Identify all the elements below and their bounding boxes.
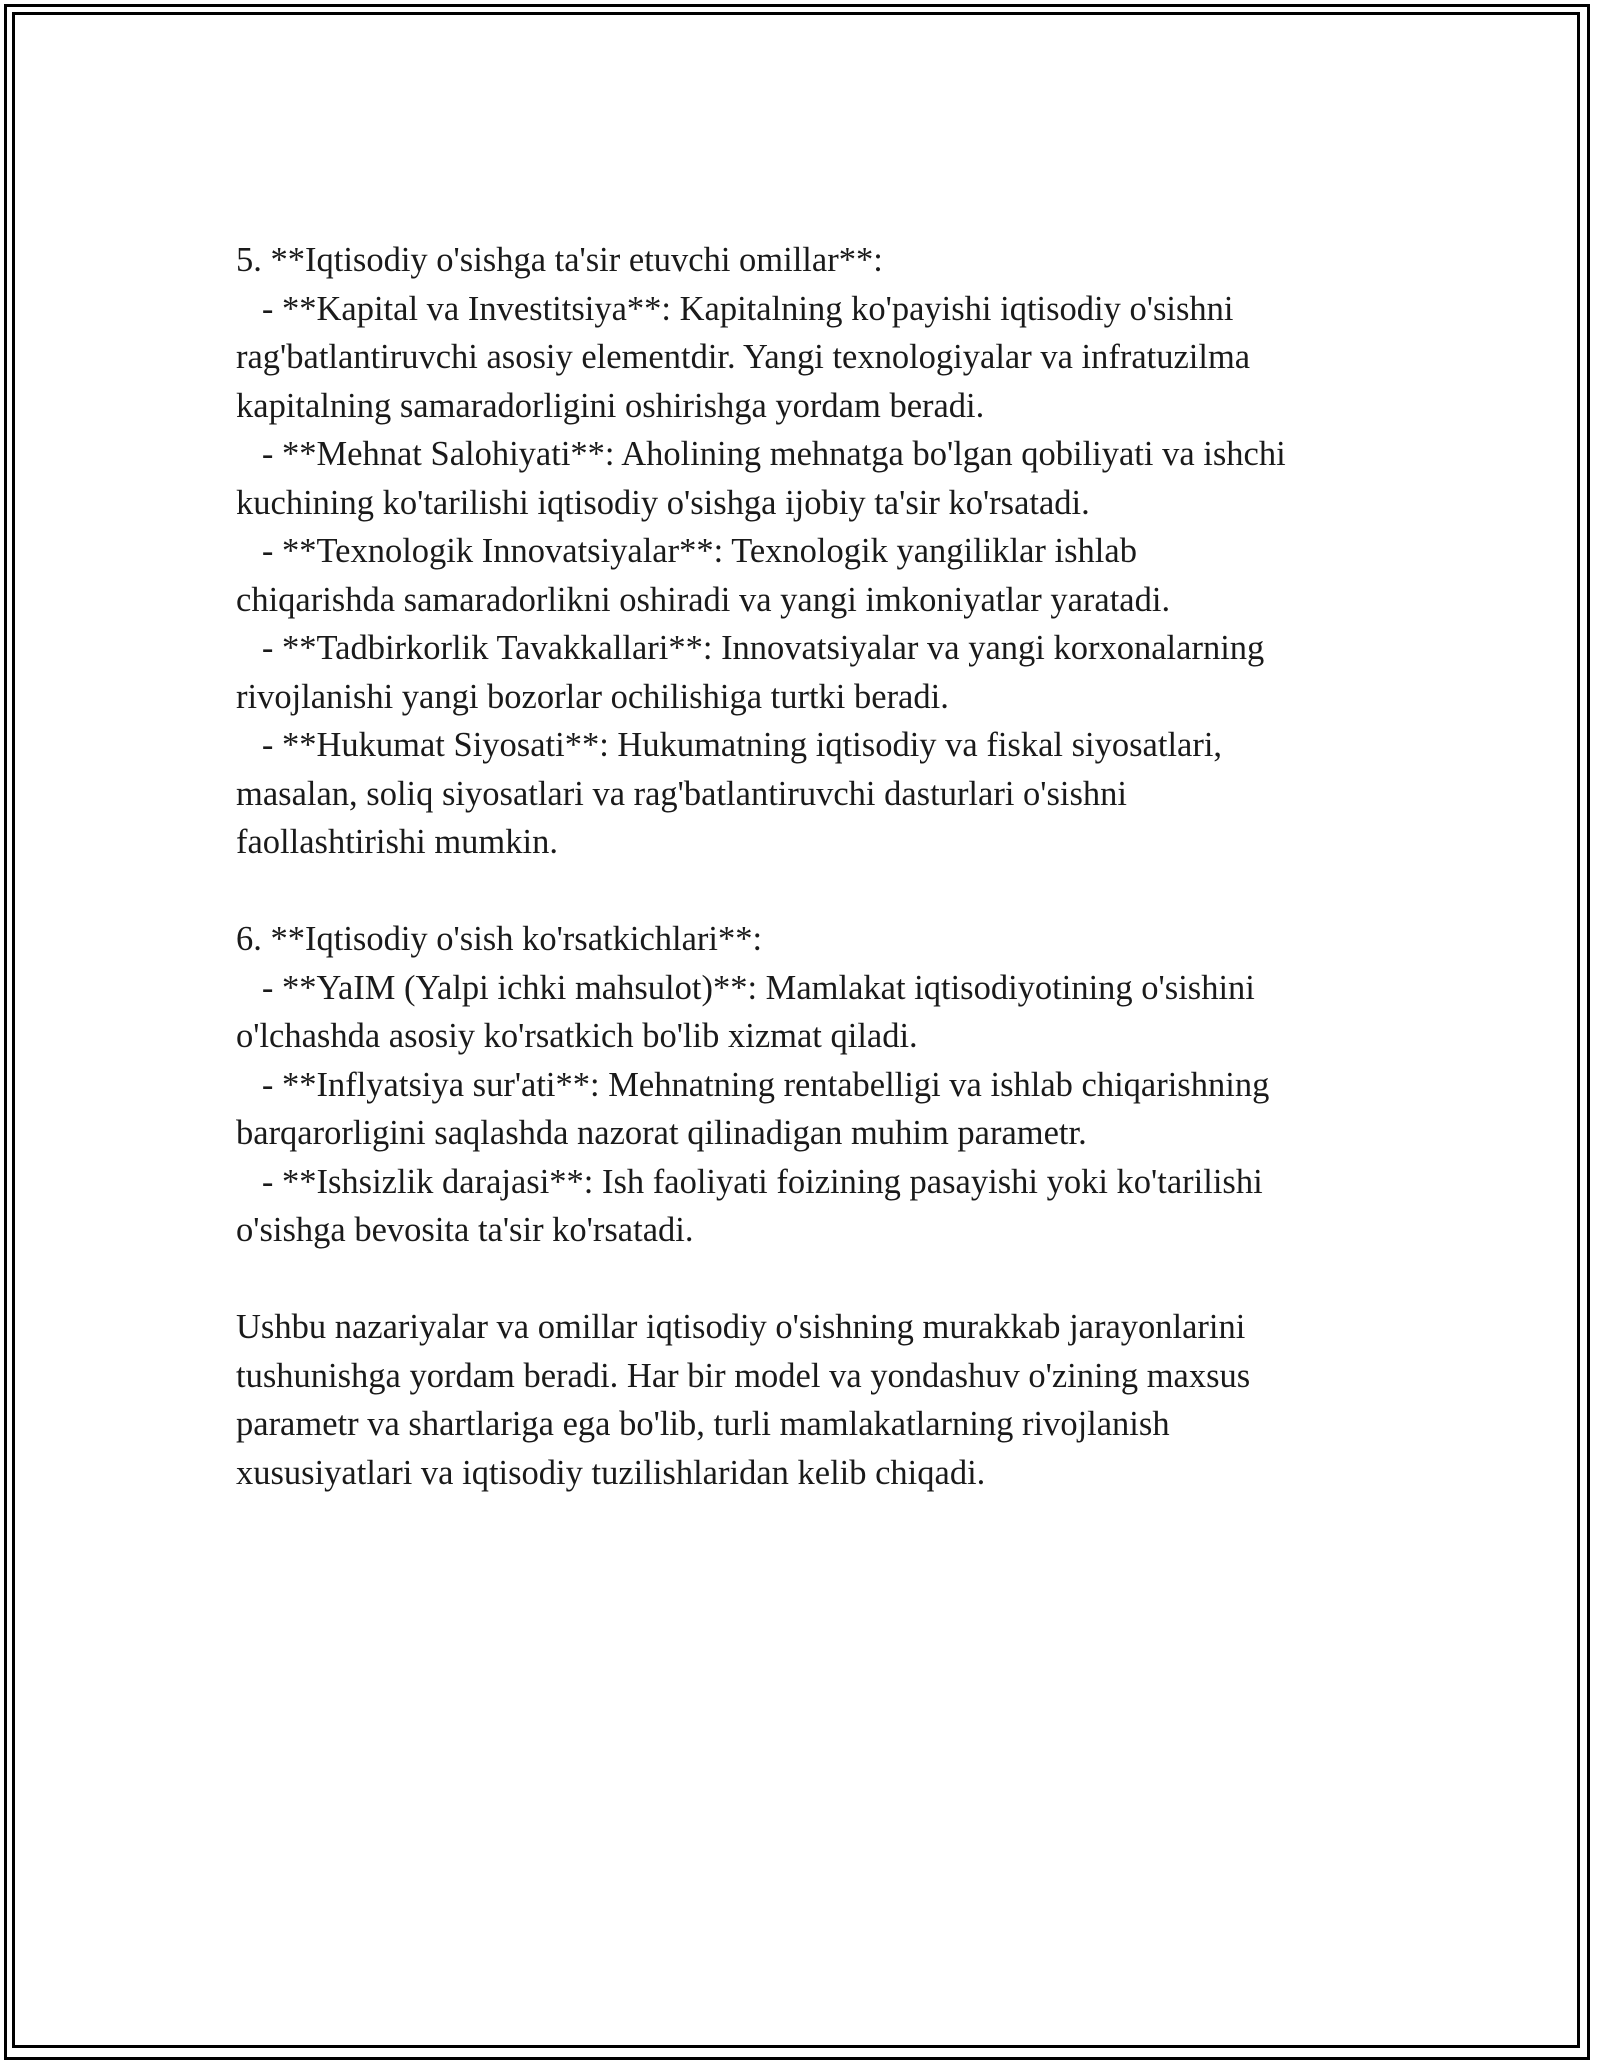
section-5-heading: 5. **Iqtisodiy o'sishga ta'sir etuvchi omillar**: <box>236 241 883 279</box>
section-6-line: - **Ishsizlik darajasi**: Ish faoliyati foizining pasayishi yoki ko'tarilishi <box>236 1162 1263 1201</box>
section-5 <box>236 236 1396 867</box>
section-5-line: - **Mehnat Salohiyati**: Aholining mehnatga bo'lgan qobiliyati va ishchi <box>236 435 1286 473</box>
section-6-line: - **YaIM (Yalpi ichki mahsulot)**: Mamlakat iqtisodiyotining o'sishini <box>236 968 1255 1007</box>
section-5-line: rag'batlantiruvchi asosiy elementdir. Yangi texnologiyalar va infratuzilma <box>236 338 1251 376</box>
paragraph-spacer <box>236 867 1396 916</box>
section-6-heading: 6. **Iqtisodiy o'sish ko'rsatkichlari**: <box>236 920 763 958</box>
conclusion-line: parametr va shartlariga ega bo'lib, turli mamlakatlarning rivojlanish <box>236 1405 1170 1443</box>
document-body <box>236 236 1396 1497</box>
section-5-line: - **Texnologik Innovatsiyalar**: Texnologik yangiliklar ishlab <box>236 532 1137 570</box>
section-5-line: - **Kapital va Investitsiya**: Kapitalning ko'payishi iqtisodiy o'sishni <box>236 289 1234 328</box>
section-6 <box>236 915 1396 1255</box>
section-6-line: o'lchashda asosiy ko'rsatkich bo'lib xizmat qiladi. <box>236 1017 918 1055</box>
paragraph-spacer <box>236 1255 1396 1304</box>
section-6-line: - **Inflyatsiya sur'ati**: Mehnatning rentabelligi va ishlab chiqarishning <box>236 1065 1270 1104</box>
section-6-line: barqarorligini saqlashda nazorat qilinadigan muhim parametr. <box>236 1114 1087 1152</box>
section-5-line: masalan, soliq siyosatlari va rag'batlantiruvchi dasturlari o'sishni <box>236 774 1128 813</box>
section-5-line: rivojlanishi yangi bozorlar ochilishiga turtki beradi. <box>236 677 949 716</box>
conclusion-paragraph <box>236 1303 1396 1497</box>
conclusion-line: tushunishga yordam beradi. Har bir model va yondashuv o'zining maxsus <box>236 1356 1251 1395</box>
section-5-line: - **Hukumat Siyosati**: Hukumatning iqtisodiy va fiskal siyosatlari, <box>236 726 1223 764</box>
conclusion-line: xususiyatlari va iqtisodiy tuzilishlaridan kelib chiqadi. <box>236 1453 986 1492</box>
section-5-line: - **Tadbirkorlik Tavakkallari**: Innovatsiyalar va yangi korxonalarning <box>236 629 1265 667</box>
conclusion-line: Ushbu nazariyalar va omillar iqtisodiy o'sishning murakkab jarayonlarini <box>236 1308 1246 1346</box>
section-5-line: chiqarishda samaradorlikni oshiradi va yangi imkoniyatlar yaratadi. <box>236 580 1171 619</box>
section-5-line: kapitalning samaradorligini oshirishga yordam beradi. <box>236 386 985 425</box>
section-5-line: kuchining ko'tarilishi iqtisodiy o'sishga ijobiy ta'sir ko'rsatadi. <box>236 483 1090 522</box>
section-5-line: faollashtirishi mumkin. <box>236 823 558 861</box>
section-6-line: o'sishga bevosita ta'sir ko'rsatadi. <box>236 1211 694 1249</box>
